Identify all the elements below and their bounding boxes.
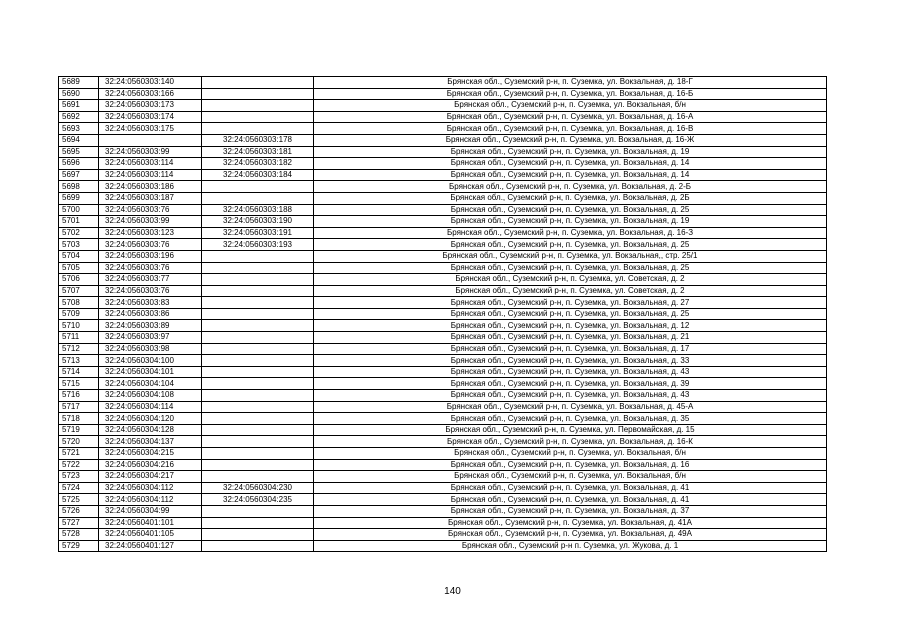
related-cadastral-number — [202, 471, 314, 483]
address: Брянская обл., Суземский р-н, п. Суземка, ул. Вокзальная, д. 21 — [314, 332, 827, 344]
cadastral-number: 32:24:0560303:175 — [99, 123, 202, 135]
address: Брянская обл., Суземский р-н, п. Суземка, ул. Вокзальная, б/н — [314, 448, 827, 460]
row-number: 5726 — [59, 505, 99, 517]
address: Брянская обл., Суземский р-н, п. Суземка, ул. Первомайская, д. 15 — [314, 424, 827, 436]
row-number: 5713 — [59, 355, 99, 367]
address: Брянская обл., Суземский р-н, п. Суземка, ул. Вокзальная, д. 43 — [314, 390, 827, 402]
address: Брянская обл., Суземский р-н, п. Суземка, ул. Вокзальная, д. 16-В — [314, 123, 827, 135]
row-number: 5697 — [59, 169, 99, 181]
cadastral-number: 32:24:0560303:99 — [99, 216, 202, 228]
related-cadastral-number — [202, 343, 314, 355]
address: Брянская обл., Суземский р-н, п. Суземка, ул. Вокзальная, б/н — [314, 471, 827, 483]
row-number: 5700 — [59, 204, 99, 216]
row-number: 5702 — [59, 227, 99, 239]
table-row — [59, 505, 827, 517]
related-cadastral-number: 32:24:0560304:230 — [202, 482, 314, 494]
address: Брянская обл., Суземский р-н, п. Суземка, ул. Вокзальная, д. 2-Б — [314, 181, 827, 193]
related-cadastral-number — [202, 378, 314, 390]
table-row — [59, 77, 827, 89]
cadastral-number: 32:24:0560303:86 — [99, 308, 202, 320]
row-number: 5706 — [59, 274, 99, 286]
table-row — [59, 540, 827, 552]
table-row — [59, 471, 827, 483]
related-cadastral-number — [202, 401, 314, 413]
related-cadastral-number: 32:24:0560303:184 — [202, 169, 314, 181]
address: Брянская обл., Суземский р-н, п. Суземка, ул. Вокзальная, д. 35 — [314, 413, 827, 425]
table-row — [59, 424, 827, 436]
table-body — [59, 77, 827, 552]
cadastral-number: 32:24:0560304:120 — [99, 413, 202, 425]
row-number: 5724 — [59, 482, 99, 494]
related-cadastral-number: 32:24:0560303:178 — [202, 134, 314, 146]
row-number: 5701 — [59, 216, 99, 228]
address: Брянская обл., Суземский р-н, п. Суземка, ул. Вокзальная, д. 41 — [314, 482, 827, 494]
related-cadastral-number — [202, 517, 314, 529]
address: Брянская обл., Суземский р-н, п. Суземка, ул. Советская, д. 2 — [314, 274, 827, 286]
table-row — [59, 192, 827, 204]
address: Брянская обл., Суземский р-н, п. Суземка, ул. Вокзальная, д. 25 — [314, 239, 827, 251]
address: Брянская обл., Суземский р-н, п. Суземка, ул. Вокзальная, д. 25 — [314, 308, 827, 320]
table-row — [59, 343, 827, 355]
row-number: 5707 — [59, 285, 99, 297]
row-number: 5705 — [59, 262, 99, 274]
related-cadastral-number — [202, 77, 314, 89]
related-cadastral-number — [202, 297, 314, 309]
table-row — [59, 169, 827, 181]
address: Брянская обл., Суземский р-н, п. Суземка, ул. Вокзальная, д. 25 — [314, 262, 827, 274]
table-row — [59, 227, 827, 239]
cadastral-number: 32:24:0560303:140 — [99, 77, 202, 89]
related-cadastral-number — [202, 88, 314, 100]
address: Брянская обл., Суземский р-н, п. Суземка, ул. Вокзальная, д. 16-Б — [314, 88, 827, 100]
table-row — [59, 517, 827, 529]
table-row — [59, 250, 827, 262]
address: Брянская обл., Суземский р-н, п. Суземка, ул. Вокзальная, д. 19 — [314, 146, 827, 158]
cadastral-number: 32:24:0560303:114 — [99, 169, 202, 181]
address: Брянская обл., Суземский р-н, п. Суземка, ул. Вокзальная, д. 39 — [314, 378, 827, 390]
row-number: 5728 — [59, 529, 99, 541]
row-number: 5709 — [59, 308, 99, 320]
table-row — [59, 216, 827, 228]
cadastral-number: 32:24:0560303:98 — [99, 343, 202, 355]
table-row — [59, 111, 827, 123]
row-number: 5725 — [59, 494, 99, 506]
related-cadastral-number — [202, 505, 314, 517]
related-cadastral-number: 32:24:0560303:182 — [202, 158, 314, 170]
table-row — [59, 297, 827, 309]
row-number: 5718 — [59, 413, 99, 425]
table-row — [59, 134, 827, 146]
related-cadastral-number — [202, 459, 314, 471]
cadastral-number: 32:24:0560303:77 — [99, 274, 202, 286]
row-number: 5708 — [59, 297, 99, 309]
related-cadastral-number — [202, 390, 314, 402]
cadastral-number: 32:24:0560303:76 — [99, 262, 202, 274]
cadastral-number — [99, 134, 202, 146]
row-number: 5727 — [59, 517, 99, 529]
table-row — [59, 123, 827, 135]
address: Брянская обл., Суземский р-н, п. Суземка, ул. Вокзальная, д. 14 — [314, 158, 827, 170]
cadastral-number: 32:24:0560303:89 — [99, 320, 202, 332]
row-number: 5692 — [59, 111, 99, 123]
cadastral-number: 32:24:0560304:100 — [99, 355, 202, 367]
row-number: 5714 — [59, 366, 99, 378]
row-number: 5715 — [59, 378, 99, 390]
address: Брянская обл., Суземский р-н п. Суземка, ул. Жукова, д. 1 — [314, 540, 827, 552]
cadastral-number: 32:24:0560303:76 — [99, 285, 202, 297]
row-number: 5717 — [59, 401, 99, 413]
table-row — [59, 448, 827, 460]
cadastral-number: 32:24:0560303:173 — [99, 100, 202, 112]
cadastral-number: 32:24:0560303:187 — [99, 192, 202, 204]
address: Брянская обл., Суземский р-н, п. Суземка, ул. Вокзальная,, стр. 25/1 — [314, 250, 827, 262]
table-row — [59, 308, 827, 320]
table-row — [59, 146, 827, 158]
address: Брянская обл., Суземский р-н, п. Суземка, ул. Вокзальная, б/н — [314, 100, 827, 112]
cadastral-number: 32:24:0560401:101 — [99, 517, 202, 529]
row-number: 5712 — [59, 343, 99, 355]
related-cadastral-number — [202, 100, 314, 112]
row-number: 5710 — [59, 320, 99, 332]
address: Брянская обл., Суземский р-н, п. Суземка, ул. Вокзальная, д. 16-Ж — [314, 134, 827, 146]
table-row — [59, 158, 827, 170]
address: Брянская обл., Суземский р-н, п. Суземка, ул. Вокзальная, д. 18-Г — [314, 77, 827, 89]
row-number: 5716 — [59, 390, 99, 402]
related-cadastral-number: 32:24:0560304:235 — [202, 494, 314, 506]
related-cadastral-number — [202, 274, 314, 286]
related-cadastral-number — [202, 413, 314, 425]
table-row — [59, 100, 827, 112]
row-number: 5696 — [59, 158, 99, 170]
row-number: 5720 — [59, 436, 99, 448]
table-row — [59, 436, 827, 448]
related-cadastral-number — [202, 123, 314, 135]
table-row — [59, 378, 827, 390]
cadastral-number: 32:24:0560303:99 — [99, 146, 202, 158]
cadastral-number: 32:24:0560304:112 — [99, 482, 202, 494]
cadastral-number: 32:24:0560303:123 — [99, 227, 202, 239]
address: Брянская обл., Суземский р-н, п. Суземка, ул. Вокзальная, д. 16 — [314, 459, 827, 471]
related-cadastral-number — [202, 250, 314, 262]
related-cadastral-number — [202, 529, 314, 541]
address: Брянская обл., Суземский р-н, п. Суземка, ул. Вокзальная, д. 16-А — [314, 111, 827, 123]
cadastral-number: 32:24:0560401:127 — [99, 540, 202, 552]
table-row — [59, 413, 827, 425]
related-cadastral-number — [202, 355, 314, 367]
related-cadastral-number — [202, 436, 314, 448]
table-row — [59, 390, 827, 402]
cadastral-number: 32:24:0560304:217 — [99, 471, 202, 483]
related-cadastral-number: 32:24:0560303:190 — [202, 216, 314, 228]
row-number: 5722 — [59, 459, 99, 471]
related-cadastral-number — [202, 424, 314, 436]
row-number: 5690 — [59, 88, 99, 100]
related-cadastral-number — [202, 285, 314, 297]
cadastral-number: 32:24:0560303:174 — [99, 111, 202, 123]
cadastral-number: 32:24:0560303:83 — [99, 297, 202, 309]
related-cadastral-number — [202, 262, 314, 274]
related-cadastral-number: 32:24:0560303:181 — [202, 146, 314, 158]
related-cadastral-number — [202, 181, 314, 193]
address: Брянская обл., Суземский р-н, п. Суземка, ул. Вокзальная, д. 17 — [314, 343, 827, 355]
related-cadastral-number: 32:24:0560303:188 — [202, 204, 314, 216]
cadastral-number: 32:24:0560304:108 — [99, 390, 202, 402]
table-row — [59, 366, 827, 378]
cadastral-number: 32:24:0560304:114 — [99, 401, 202, 413]
address: Брянская обл., Суземский р-н, п. Суземка, ул. Вокзальная, д. 49А — [314, 529, 827, 541]
row-number: 5689 — [59, 77, 99, 89]
table-row — [59, 459, 827, 471]
row-number: 5704 — [59, 250, 99, 262]
address: Брянская обл., Суземский р-н, п. Суземка, ул. Вокзальная, д. 33 — [314, 355, 827, 367]
row-number: 5699 — [59, 192, 99, 204]
row-number: 5723 — [59, 471, 99, 483]
cadastral-number: 32:24:0560303:76 — [99, 204, 202, 216]
table-row — [59, 355, 827, 367]
address: Брянская обл., Суземский р-н, п. Суземка, ул. Вокзальная, д. 16-З — [314, 227, 827, 239]
related-cadastral-number — [202, 320, 314, 332]
cadastral-number: 32:24:0560304:112 — [99, 494, 202, 506]
related-cadastral-number — [202, 366, 314, 378]
cadastral-number: 32:24:0560304:137 — [99, 436, 202, 448]
cadastral-number: 32:24:0560303:114 — [99, 158, 202, 170]
table-row — [59, 285, 827, 297]
cadastral-number: 32:24:0560401:105 — [99, 529, 202, 541]
row-number: 5694 — [59, 134, 99, 146]
row-number: 5721 — [59, 448, 99, 460]
table-row — [59, 529, 827, 541]
table-row — [59, 482, 827, 494]
related-cadastral-number — [202, 448, 314, 460]
related-cadastral-number — [202, 332, 314, 344]
table-row — [59, 274, 827, 286]
address: Брянская обл., Суземский р-н, п. Суземка, ул. Вокзальная, д. 2Б — [314, 192, 827, 204]
cadastral-number: 32:24:0560303:186 — [99, 181, 202, 193]
table-row — [59, 262, 827, 274]
row-number: 5695 — [59, 146, 99, 158]
cadastral-number: 32:24:0560304:101 — [99, 366, 202, 378]
cadastral-table — [58, 76, 827, 552]
cadastral-number: 32:24:0560304:99 — [99, 505, 202, 517]
table-row — [59, 88, 827, 100]
table-row — [59, 181, 827, 193]
table-row — [59, 320, 827, 332]
cadastral-number: 32:24:0560303:76 — [99, 239, 202, 251]
cadastral-number: 32:24:0560303:97 — [99, 332, 202, 344]
address: Брянская обл., Суземский р-н, п. Суземка, ул. Вокзальная, д. 19 — [314, 216, 827, 228]
cadastral-number: 32:24:0560304:215 — [99, 448, 202, 460]
address: Брянская обл., Суземский р-н, п. Суземка, ул. Вокзальная, д. 14 — [314, 169, 827, 181]
address: Брянская обл., Суземский р-н, п. Суземка, ул. Советская, д. 2 — [314, 285, 827, 297]
related-cadastral-number — [202, 540, 314, 552]
table-row — [59, 239, 827, 251]
address: Брянская обл., Суземский р-н, п. Суземка, ул. Вокзальная, д. 37 — [314, 505, 827, 517]
cadastral-number: 32:24:0560303:196 — [99, 250, 202, 262]
page-number: 140 — [444, 586, 461, 597]
address: Брянская обл., Суземский р-н, п. Суземка, ул. Вокзальная, д. 41А — [314, 517, 827, 529]
related-cadastral-number: 32:24:0560303:193 — [202, 239, 314, 251]
related-cadastral-number: 32:24:0560303:191 — [202, 227, 314, 239]
row-number: 5703 — [59, 239, 99, 251]
address: Брянская обл., Суземский р-н, п. Суземка, ул. Вокзальная, д. 43 — [314, 366, 827, 378]
row-number: 5698 — [59, 181, 99, 193]
table-row — [59, 401, 827, 413]
row-number: 5691 — [59, 100, 99, 112]
related-cadastral-number — [202, 192, 314, 204]
address: Брянская обл., Суземский р-н, п. Суземка, ул. Вокзальная, д. 41 — [314, 494, 827, 506]
table-row — [59, 204, 827, 216]
address: Брянская обл., Суземский р-н, п. Суземка, ул. Вокзальная, д. 45-А — [314, 401, 827, 413]
address: Брянская обл., Суземский р-н, п. Суземка, ул. Вокзальная, д. 16-К — [314, 436, 827, 448]
table-row — [59, 332, 827, 344]
cadastral-number: 32:24:0560303:166 — [99, 88, 202, 100]
row-number: 5729 — [59, 540, 99, 552]
address: Брянская обл., Суземский р-н, п. Суземка, ул. Вокзальная, д. 12 — [314, 320, 827, 332]
related-cadastral-number — [202, 308, 314, 320]
row-number: 5693 — [59, 123, 99, 135]
cadastral-number: 32:24:0560304:128 — [99, 424, 202, 436]
related-cadastral-number — [202, 111, 314, 123]
cadastral-number: 32:24:0560304:216 — [99, 459, 202, 471]
table-row — [59, 494, 827, 506]
row-number: 5711 — [59, 332, 99, 344]
address: Брянская обл., Суземский р-н, п. Суземка, ул. Вокзальная, д. 27 — [314, 297, 827, 309]
row-number: 5719 — [59, 424, 99, 436]
address: Брянская обл., Суземский р-н, п. Суземка, ул. Вокзальная, д. 25 — [314, 204, 827, 216]
cadastral-number: 32:24:0560304:104 — [99, 378, 202, 390]
